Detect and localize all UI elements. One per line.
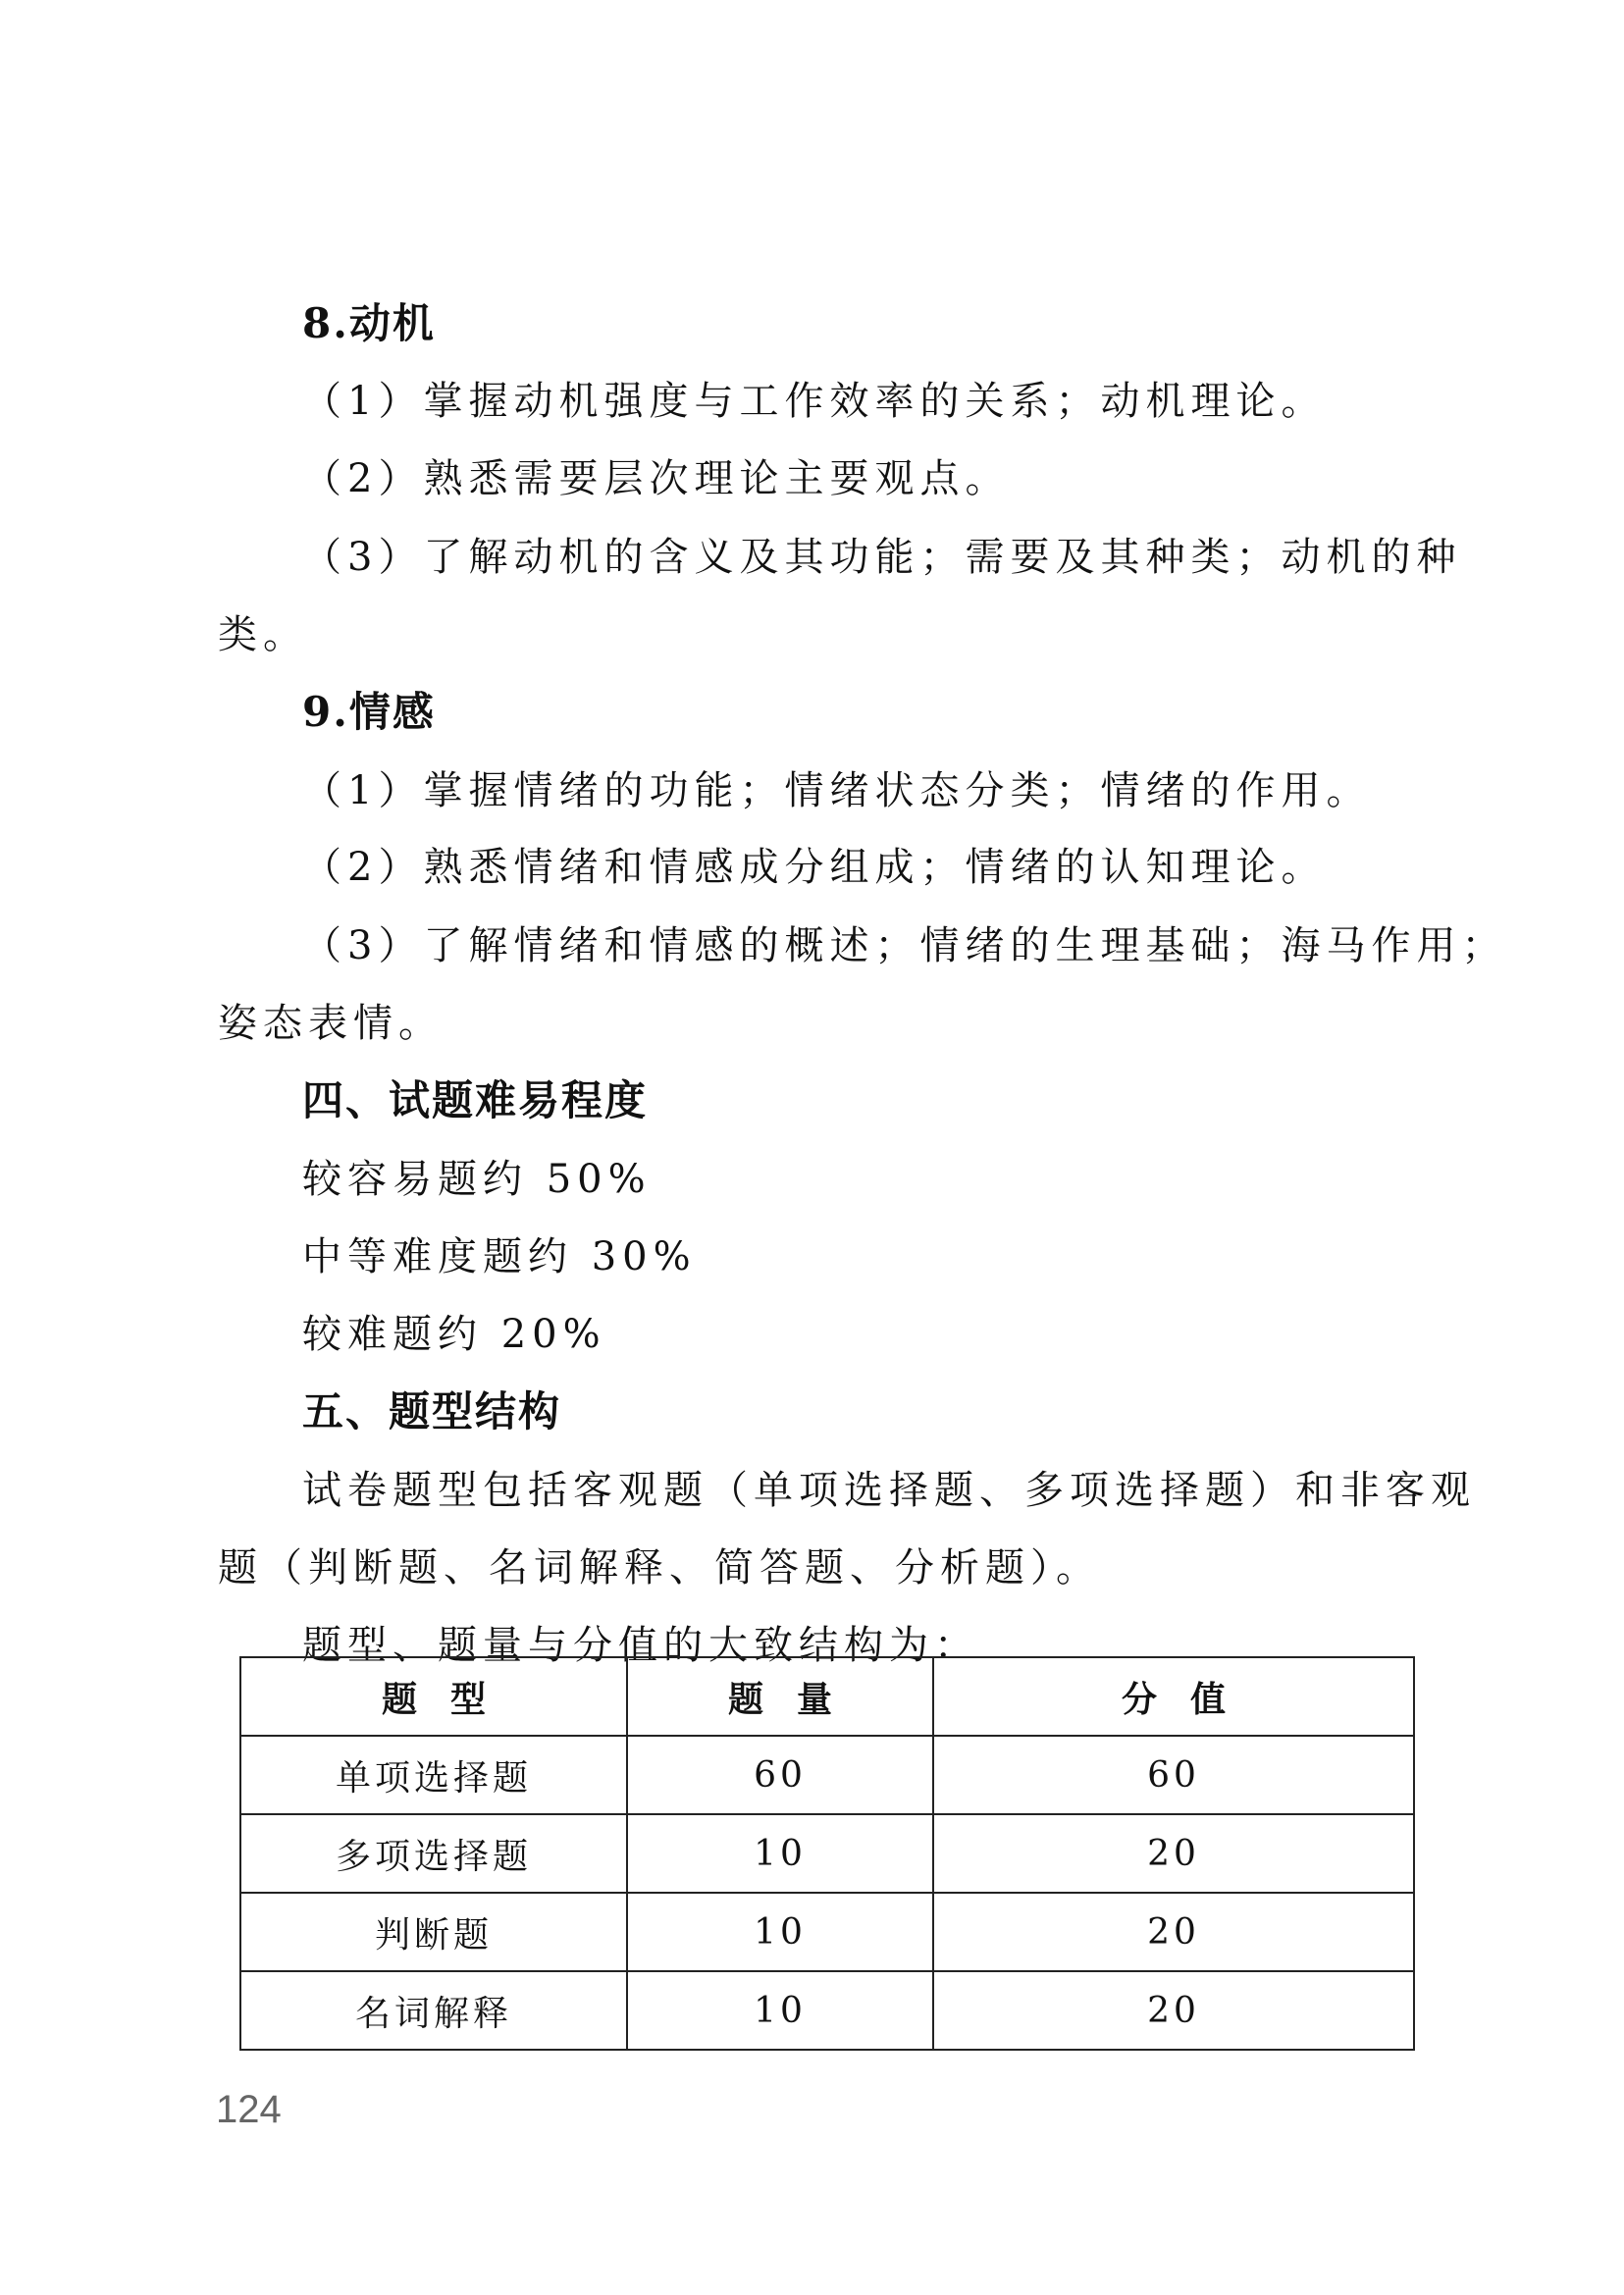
page-number: 124 [216,2088,282,2131]
structure-paragraph-line-1: 试卷题型包括客观题（单项选择题、多项选择题）和非客观 [302,1468,1476,1513]
table-row [240,1971,1414,2050]
table-cell-score: 60 [933,1736,1414,1814]
table-header-score: 分值 [933,1657,1414,1736]
emotion-item-2: （2）熟悉情绪和情感成分组成；情绪的认知理论。 [302,845,1327,890]
table-cell-type: 名词解释 [240,1971,627,2050]
motivation-item-3-line-2: 类。 [218,612,308,657]
table-cell-count: 10 [627,1814,933,1893]
structure-table-intro: 题型、题量与分值的大致结构为： [302,1623,979,1668]
motivation-item-1: （1）掌握动机强度与工作效率的关系；动机理论。 [302,379,1327,424]
emotion-item-3-line-1: （3）了解情绪和情感的概述；情绪的生理基础；海马作用； [302,923,1507,968]
table-row [240,1893,1414,1971]
table-cell-score: 20 [933,1893,1414,1971]
table-header-type: 题型 [240,1657,627,1736]
question-structure-table-wrapper [239,1656,1413,2049]
table-cell-count: 10 [627,1971,933,2050]
emotion-item-1: （1）掌握情绪的功能；情绪状态分类；情绪的作用。 [302,768,1372,813]
section-heading-motivation: 8.动机 [302,299,436,347]
table-cell-score: 20 [933,1971,1414,2050]
table-header-row [240,1657,1414,1736]
table-cell-type: 判断题 [240,1893,627,1971]
table-cell-count: 60 [627,1736,933,1814]
motivation-item-3-line-1: （3）了解动机的含义及其功能；需要及其种类；动机的种 [302,535,1462,580]
section-heading-emotion: 9.情感 [302,688,436,736]
table-row [240,1736,1414,1814]
table-cell-type: 多项选择题 [240,1814,627,1893]
difficulty-medium: 中等难度题约 30% [302,1234,697,1279]
table-cell-count: 10 [627,1893,933,1971]
motivation-item-2: （2）熟悉需要层次理论主要观点。 [302,456,1011,501]
structure-paragraph-line-2: 题（判断题、名词解释、简答题、分析题）。 [218,1545,1101,1591]
table-cell-score: 20 [933,1814,1414,1893]
difficulty-hard: 较难题约 20% [302,1312,606,1357]
section-heading-structure: 五、题型结构 [302,1387,562,1435]
section-heading-difficulty: 四、试题难易程度 [302,1076,649,1124]
table-header-count: 题量 [627,1657,933,1736]
difficulty-easy: 较容易题约 50% [302,1157,652,1202]
question-structure-table [239,1656,1415,2051]
table-row [240,1814,1414,1893]
emotion-item-3-line-2: 姿态表情。 [218,1001,444,1046]
table-cell-type: 单项选择题 [240,1736,627,1814]
